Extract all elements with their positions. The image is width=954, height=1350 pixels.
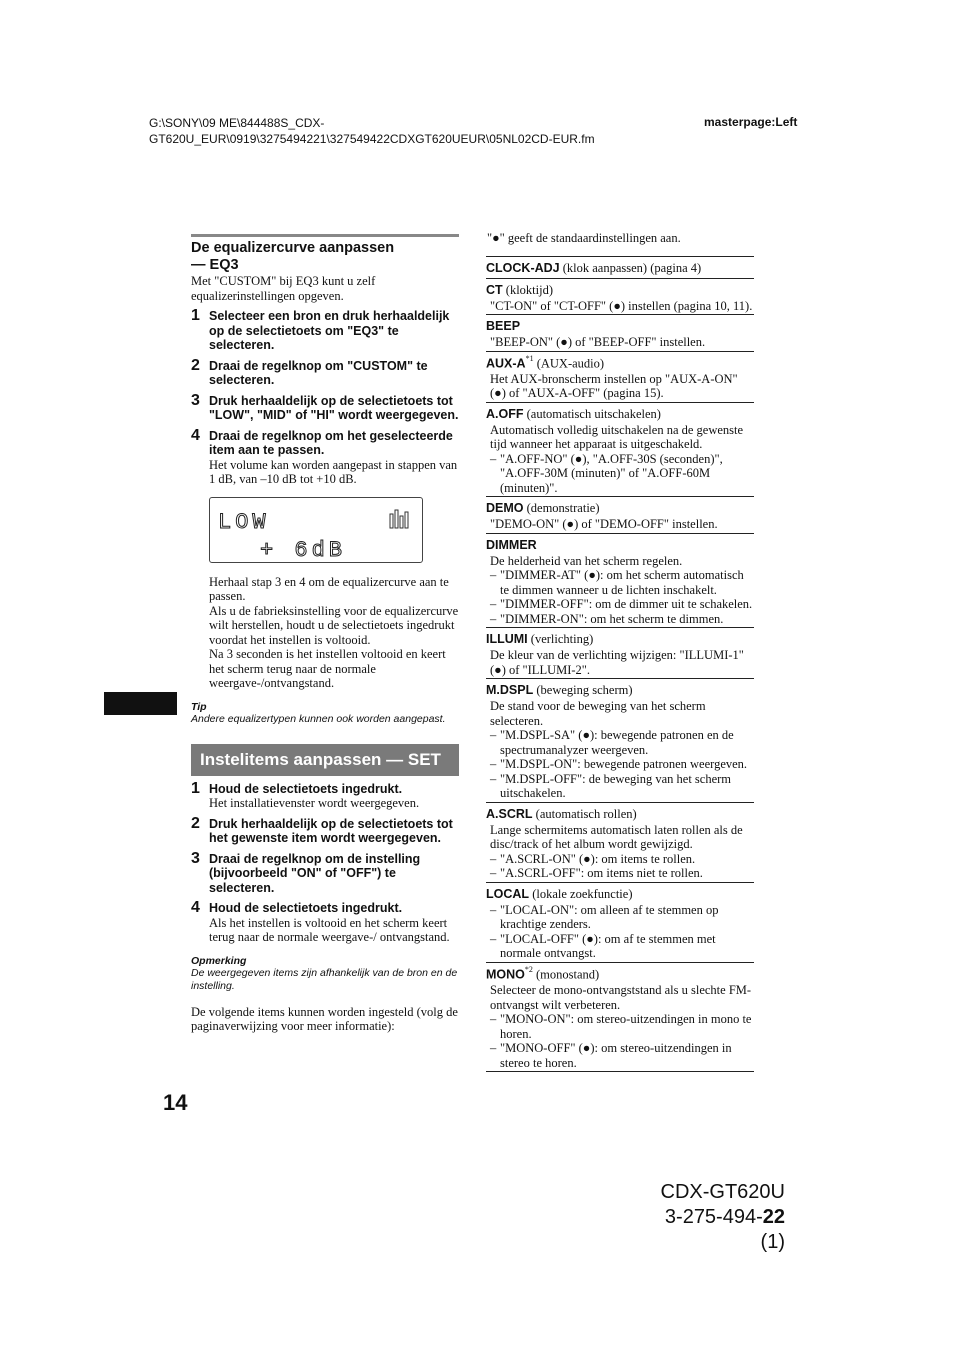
note-label: Opmerking — [191, 954, 247, 967]
setting-head — [486, 965, 754, 983]
setting-option: – "A.OFF-NO" (●), "A.OFF-30S (seconden)", "A.OFF-30M (minuten)" of "A.OFF-60M (minuten)". — [486, 452, 754, 496]
file-path-line2: GT620U_EUR\0919\3275494221\327549422CDXGT620UEUR\05NL02CD-EUR.fm — [149, 132, 595, 146]
setting-head — [486, 536, 754, 554]
setting-item — [486, 278, 754, 315]
setting-name: DIMMER — [486, 537, 537, 552]
setting-item — [486, 533, 754, 628]
step-desc: Het installatievenster wordt weergegeven. — [209, 796, 420, 810]
step-text: Druk herhaaldelijk op de selectietoets tot "LOW", "MID" of "HI" wordt weergegeven. — [209, 393, 459, 422]
setting-desc: Selecteer de mono-ontvangststand als u slechte FM-ontvangst wilt verbeteren. — [490, 983, 752, 1012]
setting-head — [486, 354, 754, 372]
default-note: "●" geeft de standaardinstellingen aan. — [487, 231, 681, 245]
setting-option: – "MONO-OFF" (●): om stereo-uitzendingen in stereo te horen. — [486, 1041, 754, 1070]
setting-option: – "M.DSPL-OFF": de beweging van het scherm uitschakelen. — [486, 772, 754, 801]
step-number: 1 — [191, 779, 200, 797]
step-text: Selecteer een bron en druk herhaaldelijk op de selectietoets om "EQ3" te selecteren. — [209, 309, 450, 352]
setting-head — [486, 405, 754, 423]
file-path — [149, 115, 595, 147]
setting-option: – "A.SCRL-OFF": om items niet te rollen. — [486, 866, 754, 881]
setting-item — [486, 882, 754, 962]
setting-name: DEMO — [486, 501, 524, 516]
setting-head — [486, 885, 754, 903]
lcd-line2: + 6dB — [260, 537, 347, 562]
setting-item — [486, 802, 754, 882]
setting-option: – "DIMMER-ON": om het scherm te dimmen. — [486, 612, 754, 627]
setting-note: (verlichting) — [527, 632, 594, 647]
set-step — [191, 814, 459, 846]
following-text: De volgende items kunnen worden ingesteld (volg de paginaverwijzing voor meer informatie): — [191, 1004, 458, 1033]
setting-head — [486, 281, 754, 299]
model-block — [648, 1180, 785, 1255]
setting-head — [486, 805, 754, 823]
setting-head — [486, 259, 754, 277]
step-desc: Het volume kan worden aangepast in stappen van 1 dB, van –10 dB tot +10 dB. — [209, 457, 458, 486]
setting-footnote: *1 — [525, 353, 534, 363]
setting-note: (lokale zoekfunctie) — [529, 886, 633, 901]
step-number: 4 — [191, 426, 200, 444]
setting-desc: De kleur van de verlichting wijzigen: "ILLUMI-1" (●) of "ILLUMI-2". — [490, 648, 744, 677]
eq3-title-line2: — EQ3 — [191, 257, 239, 273]
setting-note: (klok aanpassen) (pagina 4) — [559, 260, 702, 275]
eq3-intro: Met "CUSTOM" bij EQ3 kunt u zelf equalizerinstellingen opgeven. — [191, 274, 376, 303]
lcd-display — [209, 497, 423, 563]
setting-option: – "MONO-ON": om stereo-uitzendingen in mono te horen. — [486, 1012, 754, 1041]
setting-note: (automatisch uitschakelen) — [523, 406, 661, 421]
set-step — [191, 779, 459, 811]
eq3-steps — [191, 309, 459, 487]
setting-head — [486, 630, 754, 648]
setting-desc: "CT-ON" of "CT-OFF" (●) instellen (pagina 10, 11). — [490, 298, 753, 313]
step-number: 4 — [191, 899, 200, 916]
setting-desc: De stand voor de beweging van het scherm selecteren. — [490, 699, 706, 728]
setting-option: – "M.DSPL-ON": bewegende patronen weergeven. — [486, 757, 754, 772]
setting-name: AUX-A — [486, 355, 526, 370]
setting-option: – "LOCAL-OFF" (●): om af te stemmen met normale ontvangst. — [486, 932, 754, 961]
setting-option: – "DIMMER-AT" (●): om het scherm automatisch te dimmen wanneer u de lichten inschakelt. — [486, 568, 754, 597]
code-suffix: (1) — [760, 1231, 785, 1253]
eq3-after2: Als u de fabrieksinstelling voor de equalizercurve wilt herstellen, houdt u de selectietoets ingedrukt voordat het instellen is voltooid. — [209, 603, 459, 647]
lcd-line1: LOW — [218, 509, 270, 535]
step-text: Draai de regelknop om "CUSTOM" te selecteren. — [209, 358, 428, 387]
setting-name: M.DSPL — [486, 683, 534, 698]
eq3-step — [191, 356, 459, 388]
set-step — [191, 849, 459, 896]
eq3-step — [191, 426, 459, 487]
set-steps — [191, 779, 459, 945]
masterpage-label: masterpage:Left — [704, 115, 798, 129]
set-banner: Instelitems aanpassen — SET — [191, 744, 459, 776]
model-name: CDX-GT620U — [660, 1181, 785, 1203]
step-number: 3 — [191, 391, 200, 409]
setting-item — [486, 402, 754, 497]
setting-option: – "LOCAL-ON": om alleen af te stemmen op krachtige zenders. — [486, 903, 754, 932]
setting-item — [486, 678, 754, 802]
setting-note: (kloktijd) — [502, 282, 554, 297]
eq3-after3: Na 3 seconden is het instellen voltooid en keert het scherm terug naar de normale weergave-/ontvangstand. — [209, 647, 446, 690]
code-bold: 22 — [762, 1206, 785, 1228]
setting-head — [486, 499, 754, 517]
list-end-rule — [486, 1071, 754, 1072]
tip-text: Andere equalizertypen kunnen ook worden aangepast. — [191, 712, 446, 725]
setting-desc: Het AUX-bronscherm instellen op "AUX-A-ON" (●) of "AUX-A-OFF" (pagina 15). — [490, 371, 738, 401]
setting-desc: De helderheid van het scherm regelen. — [490, 553, 683, 568]
setting-item — [486, 256, 754, 278]
lcd-screen-graphic — [210, 498, 422, 562]
setting-head — [486, 681, 754, 699]
code-prefix: 3-275-494- — [664, 1206, 763, 1228]
setting-head — [486, 317, 754, 335]
eq3-step — [191, 309, 459, 353]
setting-option: – "A.SCRL-ON" (●): om items te rollen. — [486, 852, 754, 867]
eq3-after1: Herhaal stap 3 en 4 om de equalizercurve aan te passen. — [209, 574, 449, 603]
step-text: Draai de regelknop om het geselecteerde item aan te passen. — [209, 428, 453, 457]
setting-note: (demonstratie) — [523, 501, 600, 516]
setting-item — [486, 351, 754, 402]
setting-note: (beweging scherm) — [533, 683, 633, 698]
setting-desc: Automatisch volledig uitschakelen na de gewenste tijd wanneer het apparaat is uitgeschakeld. — [490, 422, 744, 452]
setting-name: BEEP — [486, 319, 521, 333]
file-path-line1: G:\SONY\09 ME\844488S_CDX- — [149, 116, 325, 130]
model-code — [648, 1205, 785, 1255]
setting-item — [486, 962, 754, 1071]
eq-icon — [390, 510, 408, 528]
step-text: Druk herhaaldelijk op de selectietoets tot het gewenste item wordt weergegeven. — [209, 816, 453, 845]
eq3-title-line1: De equalizercurve aanpassen — [191, 240, 395, 256]
step-text: Houd de selectietoets ingedrukt. — [209, 901, 403, 915]
setting-desc: "BEEP-ON" (●) of "BEEP-OFF" instellen. — [490, 335, 706, 349]
eq3-title — [191, 240, 459, 274]
setting-name: CLOCK-ADJ — [486, 260, 560, 275]
setting-note: (AUX-audio) — [533, 355, 605, 370]
setting-option: – "M.DSPL-SA" (●): bewegende patronen en de spectrumanalyzer weergeven. — [486, 728, 754, 757]
step-number: 1 — [191, 307, 200, 324]
setting-note: (monostand) — [532, 967, 600, 982]
note-text: De weergegeven items zijn afhankelijk van de bron en de instelling. — [191, 966, 458, 992]
language-tab — [104, 692, 177, 715]
setting-item — [486, 314, 754, 351]
setting-name: A.OFF — [486, 406, 524, 421]
setting-item — [486, 496, 754, 533]
settings-list — [486, 256, 754, 1072]
step-text: Houd de selectietoets ingedrukt. — [209, 781, 403, 796]
setting-item — [486, 627, 754, 678]
page-number: 14 — [163, 1090, 188, 1115]
setting-name: LOCAL — [486, 886, 530, 901]
setting-option: – "DIMMER-OFF": om de dimmer uit te schakelen. — [486, 597, 754, 612]
setting-name: ILLUMI — [486, 632, 528, 647]
setting-name: A.SCRL — [486, 806, 533, 821]
tip-label: Tip — [191, 700, 207, 713]
setting-footnote: *2 — [524, 964, 533, 974]
step-number: 2 — [191, 814, 200, 832]
section-rule — [191, 234, 459, 237]
eq3-step — [191, 391, 459, 423]
step-text: Draai de regelknop om de instelling (bijvoorbeeld "ON" of "OFF") te selecteren. — [209, 851, 421, 895]
left-column — [191, 234, 459, 1034]
step-number: 2 — [191, 356, 200, 374]
setting-desc: Lange schermitems automatisch laten rollen als de disc/track of het album wordt gewijzigd. — [490, 822, 743, 852]
setting-name: CT — [486, 282, 503, 297]
step-number: 3 — [191, 849, 200, 867]
setting-note: (automatisch rollen) — [532, 806, 637, 821]
setting-desc: "DEMO-ON" (●) of "DEMO-OFF" instellen. — [490, 517, 718, 532]
setting-name: MONO — [486, 967, 525, 982]
right-column — [486, 231, 754, 1072]
set-step — [191, 901, 459, 945]
step-desc: Als het instellen is voltooid en het scherm keert terug naar de normale weergave-/ ontvangstand. — [209, 915, 450, 944]
